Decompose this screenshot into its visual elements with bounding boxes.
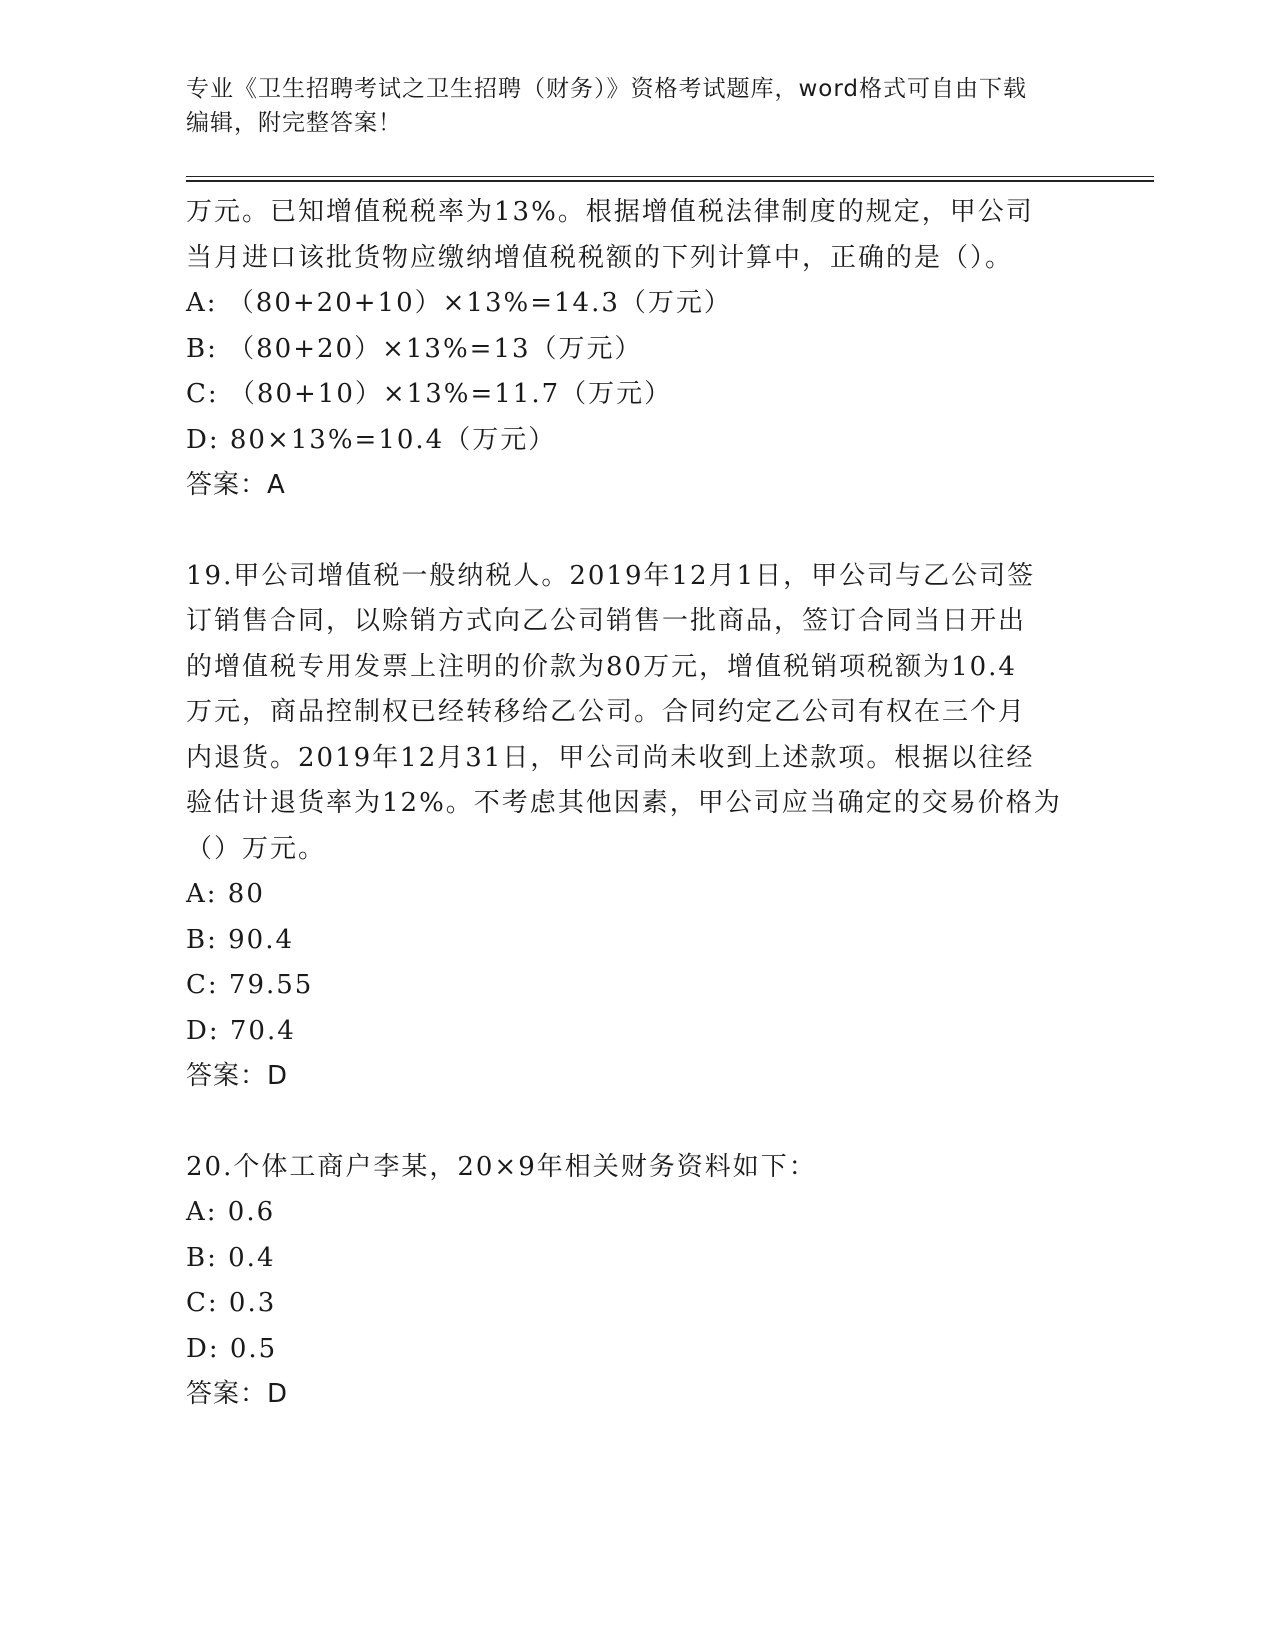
question-19-option-b: B: 90.4 <box>186 924 295 955</box>
question-18-stem-line-1: 万元。已知增值税税率为13%。根据增值税法律制度的规定，甲公司 <box>186 197 1034 227</box>
question-18-option-d: D: 80×13%=10.4（万元） <box>186 424 557 455</box>
question-20 <box>186 1145 1086 1418</box>
question-19-stem-line-6: 验估计退货率为12%。不考虑其他因素，甲公司应当确定的交易价格为 <box>186 788 1062 818</box>
question-19-option-d: D: 70.4 <box>186 1015 296 1046</box>
question-20-option-c: C: 0.3 <box>186 1288 277 1318</box>
spacer <box>186 1100 1086 1145</box>
question-20-answer: 答案：D <box>186 1379 289 1409</box>
question-19-stem-line-1: 19.甲公司增值税一般纳税人。2019年12月1日，甲公司与乙公司签 <box>186 560 1036 591</box>
question-19-option-c: C: 79.55 <box>186 970 314 1000</box>
question-content <box>186 190 1086 1418</box>
header-divider-thick <box>186 180 1154 182</box>
page-header <box>186 72 1086 140</box>
question-19-stem-line-7: （）万元。 <box>186 833 327 864</box>
question-18-option-b: B: （80+20）×13%=13（万元） <box>186 333 643 364</box>
header-line-2: 编辑，附完整答案！ <box>186 110 402 136</box>
question-20-option-d: D: 0.5 <box>186 1333 278 1364</box>
question-19-answer: 答案：D <box>186 1061 289 1091</box>
header-line-1: 专业《卫生招聘考试之卫生招聘（财务）》资格考试题库，word格式可自由下载 <box>186 76 1028 102</box>
question-18 <box>186 190 1086 509</box>
question-18-stem-line-2: 当月进口该批货物应缴纳增值税税额的下列计算中，正确的是（）。 <box>186 242 1014 273</box>
question-20-option-a: A: 0.6 <box>186 1197 276 1227</box>
question-20-stem-line-1: 20.个体工商户李某，20×9年相关财务资料如下： <box>186 1151 817 1182</box>
header-divider-thin <box>186 176 1154 177</box>
question-19-stem-line-4: 万元，商品控制权已经转移给乙公司。合同约定乙公司有权在三个月 <box>186 697 1027 727</box>
question-19-stem-line-3: 的增值税专用发票上注明的价款为80万元，增值税销项税额为10.4 <box>186 651 1017 682</box>
question-18-answer: 答案：A <box>186 470 286 500</box>
question-20-option-b: B: 0.4 <box>186 1242 276 1273</box>
question-19 <box>186 554 1086 1100</box>
question-18-option-a: A: （80+20+10）×13%=14.3（万元） <box>186 288 732 318</box>
question-19-stem-line-2: 订销售合同，以赊销方式向乙公司销售一批商品，签订合同当日开出 <box>186 606 1027 636</box>
question-18-option-c: C: （80+10）×13%=11.7（万元） <box>186 379 673 409</box>
question-19-stem-line-5: 内退货。2019年12月31日，甲公司尚未收到上述款项。根据以往经 <box>186 742 1035 773</box>
question-19-option-a: A: 80 <box>186 879 265 909</box>
spacer <box>186 509 1086 554</box>
